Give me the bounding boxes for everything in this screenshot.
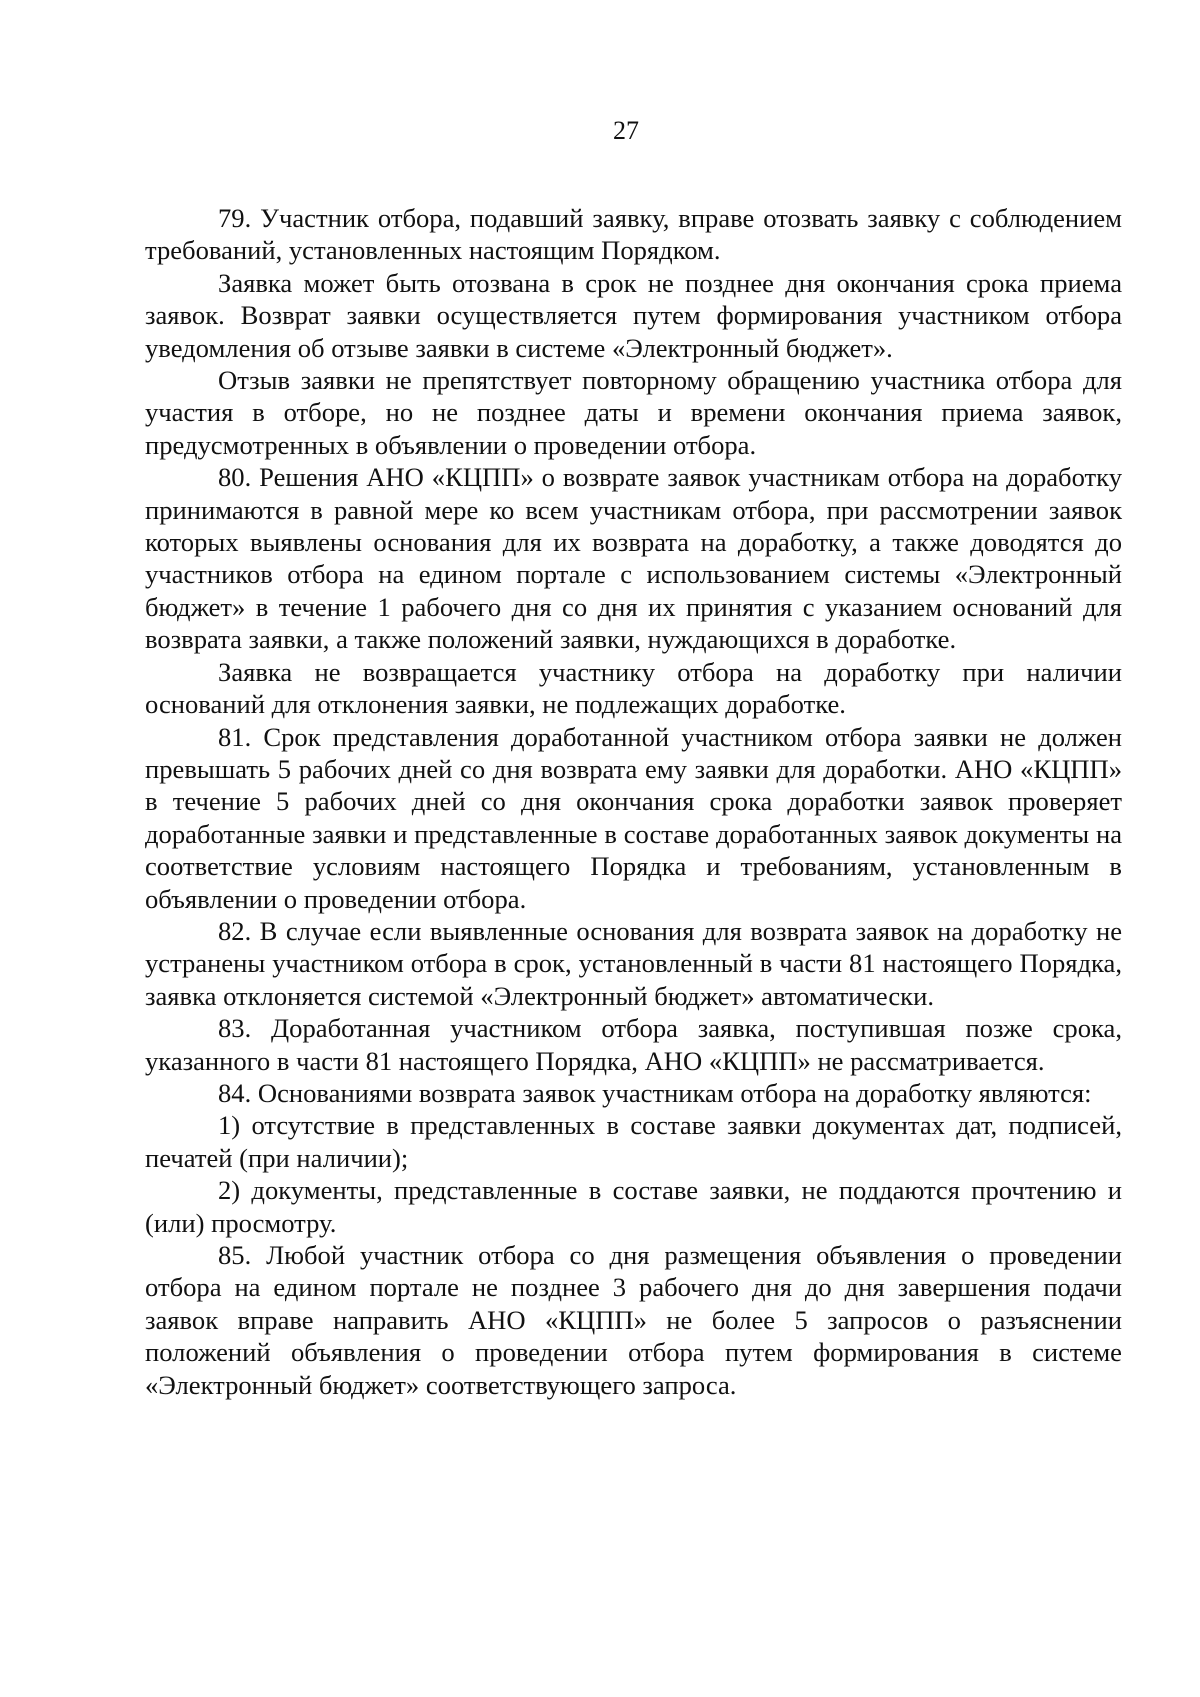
page-number: 27 <box>613 116 639 145</box>
paragraph-84-item-1: 1) отсутствие в представленных в составе заявки документах дат, подписей, печатей (при наличии); <box>145 1110 1122 1173</box>
paragraph-80: 80. Решения АНО «КЦПП» о возврате заявок участникам отбора на доработку принимаются в равной мере ко всем участникам отбора, при рассмотрении заявок которых выявлены основания для их возврата на доработку, а также доводятся до участников отбора на едином портале с использованием системы «Электронный бюджет» в течение 1 рабочего дня со дня их принятия с указанием оснований для возврата заявки, а также положений заявки, нуждающихся в доработке. <box>145 462 1122 655</box>
paragraph-79: 79. Участник отбора, подавший заявку, вправе отозвать заявку с соблюдением требований, установленных настоящим Порядком. <box>145 203 1122 266</box>
paragraph-84: 84. Основаниями возврата заявок участникам отбора на доработку являются: <box>218 1077 1092 1108</box>
paragraph-85: 85. Любой участник отбора со дня размещения объявления о проведении отбора на едином портале не позднее 3 рабочего дня до дня завершения подачи заявок вправе направить АНО «КЦПП» не более 5 запросов о разъяснении положений объявления о проведении отбора путем формирования в системе «Электронный бюджет» соответствующего запроса. <box>145 1240 1122 1400</box>
paragraph-80-no-return: Заявка не возвращается участнику отбора на доработку при наличии оснований для отклонения заявки, не подлежащих доработке. <box>145 656 1122 720</box>
paragraph-81: 81. Срок представления доработанной участником отбора заявки не должен превышать 5 рабочих дней со дня возврата ему заявки для доработки. АНО «КЦПП» в течение 5 рабочих дней со дня окончания срока доработки заявок проверяет доработанные заявки и представленные в составе доработанных заявок документы на соответствие условиям настоящего Порядка и требованиям, установленным в объявлении о проведении отбора. <box>145 721 1122 914</box>
paragraph-83: 83. Доработанная участником отбора заявка, поступившая позже срока, указанного в части 81 настоящего Порядка, АНО «КЦПП» не рассматривается. <box>145 1013 1122 1076</box>
document-body <box>145 202 1122 1401</box>
paragraph-82: 82. В случае если выявленные основания для возврата заявок на доработку не устранены участником отбора в срок, установленный в части 81 настоящего Порядка, заявка отклоняется системой «Электронный бюджет» автоматически. <box>145 915 1122 1011</box>
paragraph-79-withdrawal-term: Заявка может быть отозвана в срок не позднее дня окончания срока приема заявок. Возврат заявки осуществляется путем формирования участником отбора уведомления об отзыве заявки в системе «Электронный бюджет». <box>145 267 1122 363</box>
paragraph-84-item-2: 2) документы, представленные в составе заявки, не поддаются прочтению и (или) просмотру. <box>145 1175 1122 1238</box>
paragraph-79-reapplication: Отзыв заявки не препятствует повторному обращению участника отбора для участия в отборе, но не позднее даты и времени окончания приема заявок, предусмотренных в объявлении о проведении отбора. <box>145 365 1122 460</box>
